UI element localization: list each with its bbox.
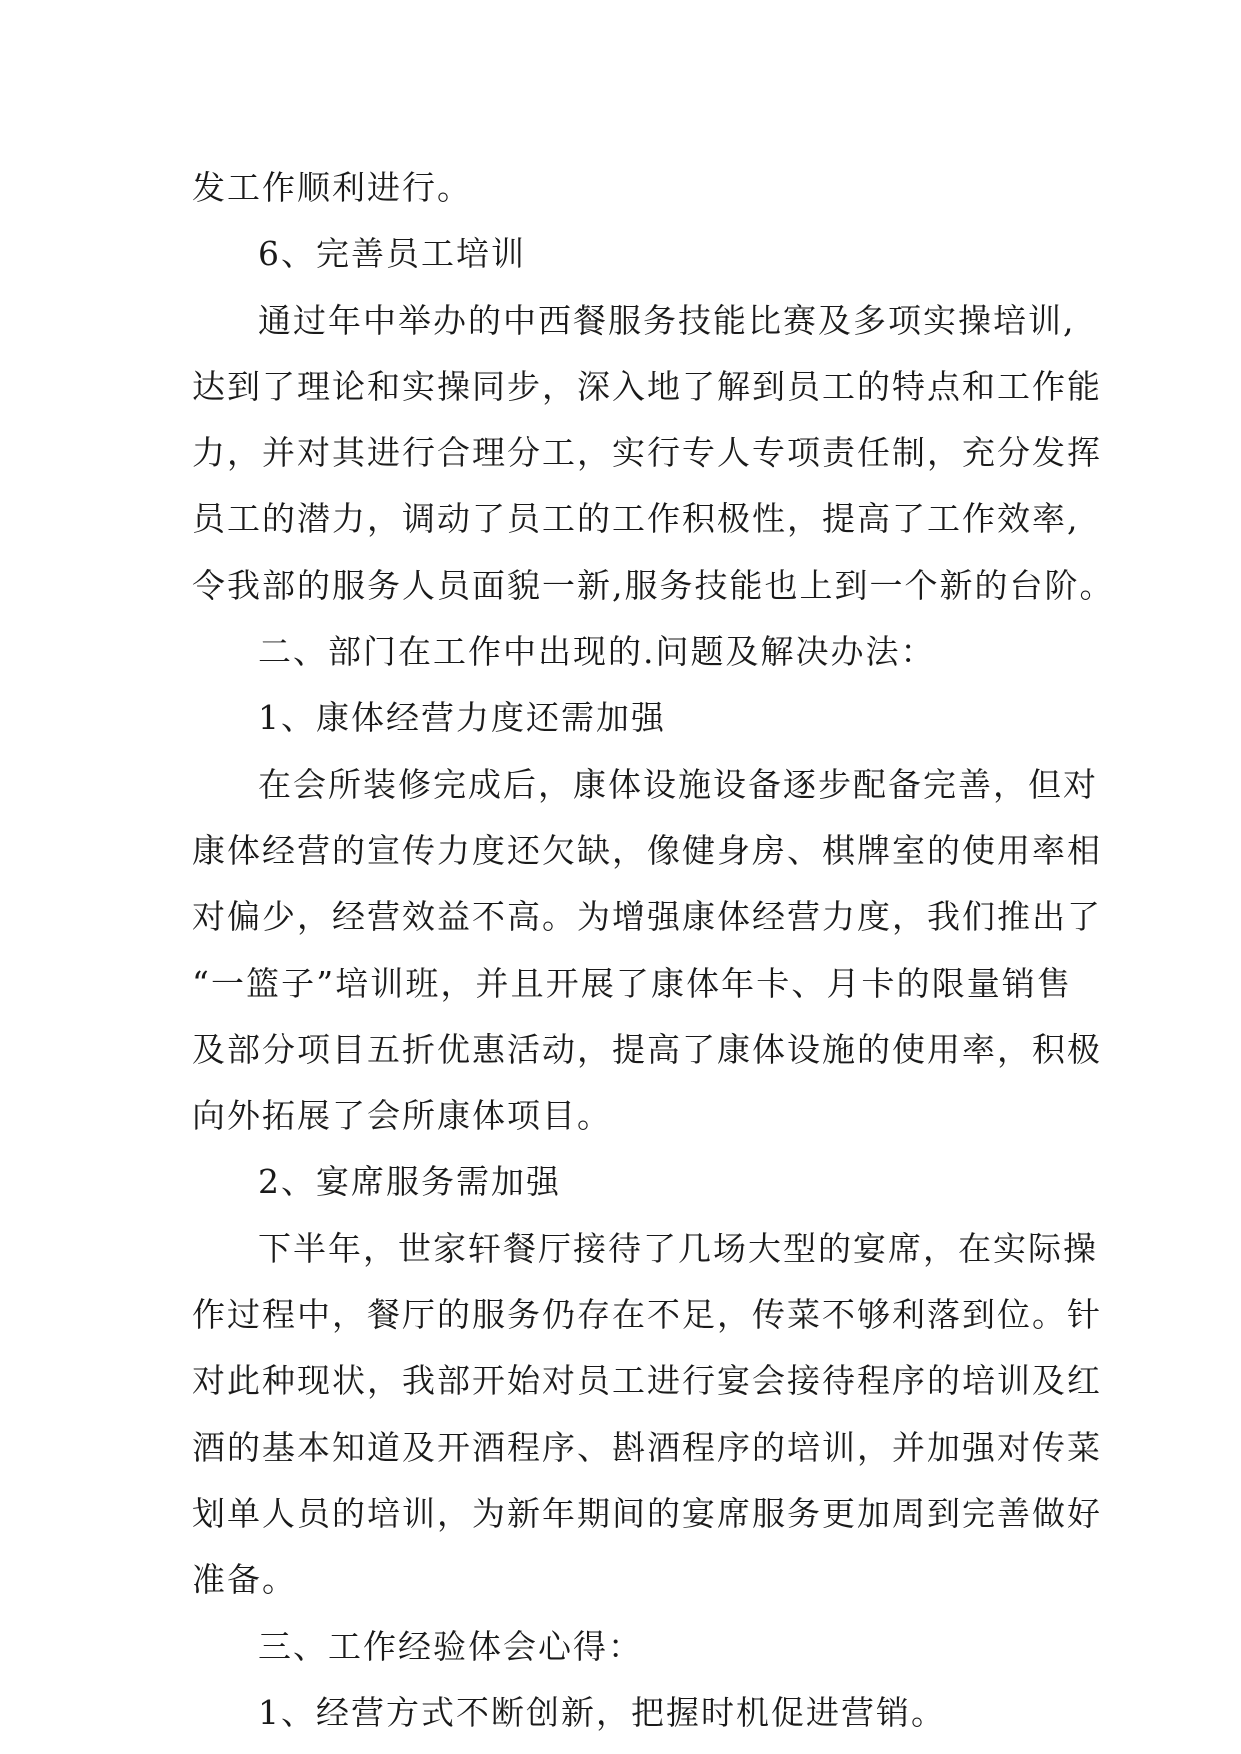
paragraph-line: 在会所装修完成后，康体设施设备逐步配备完善，但对 [258,764,1098,804]
section-heading: 1、康体经营力度还需加强 [258,698,666,738]
paragraph-line: 下半年，世家轩餐厅接待了几场大型的宴席，在实际操 [258,1228,1098,1268]
paragraph-line: “一篮子”培训班，并且开展了康体年卡、月卡的限量销售 [192,963,1072,1003]
document-body [192,155,1115,1746]
paragraph-line: 令我部的服务人员面貌一新,服务技能也上到一个新的台阶。 [192,565,1115,605]
paragraph-line: 准备。 [192,1560,297,1600]
paragraph-line: 通过年中举办的中西餐服务技能比赛及多项实操培训, [258,300,1076,340]
section-heading: 2、宴席服务需加强 [258,1162,561,1202]
paragraph-line: 及部分项目五折优惠活动，提高了康体设施的使用率，积极 [192,1029,1102,1069]
section-heading: 三、工作经验体会心得： [258,1626,643,1666]
section-heading: 1、经营方式不断创新，把握时机促进营销。 [258,1692,946,1732]
paragraph-line: 对偏少，经营效益不高。为增强康体经营力度，我们推出了 [192,897,1102,937]
paragraph-line: 发工作顺利进行。 [192,168,472,207]
section-heading: 二、部门在工作中出现的.问题及解决办法： [258,632,936,672]
paragraph-line: 员工的潜力，调动了员工的工作积极性，提高了工作效率, [192,499,1080,539]
paragraph-line: 划单人员的培训，为新年期间的宴席服务更加周到完善做好 [192,1493,1102,1533]
paragraph-line: 对此种现状，我部开始对员工进行宴会接待程序的培训及红 [192,1361,1102,1401]
paragraph-line: 康体经营的宣传力度还欠缺，像健身房、棋牌室的使用率相 [192,830,1102,870]
paragraph-line: 力，并对其进行合理分工，实行专人专项责任制，充分发挥 [192,433,1102,473]
paragraph-line: 达到了理论和实操同步，深入地了解到员工的特点和工作能 [192,366,1102,406]
paragraph-line: 作过程中，餐厅的服务仍存在不足，传菜不够利落到位。针 [192,1295,1102,1335]
paragraph-line: 酒的基本知道及开酒程序、斟酒程序的培训，并加强对传菜 [192,1427,1102,1467]
section-heading: 6、完善员工培训 [258,234,526,274]
paragraph-line: 向外拓展了会所康体项目。 [192,1096,612,1136]
